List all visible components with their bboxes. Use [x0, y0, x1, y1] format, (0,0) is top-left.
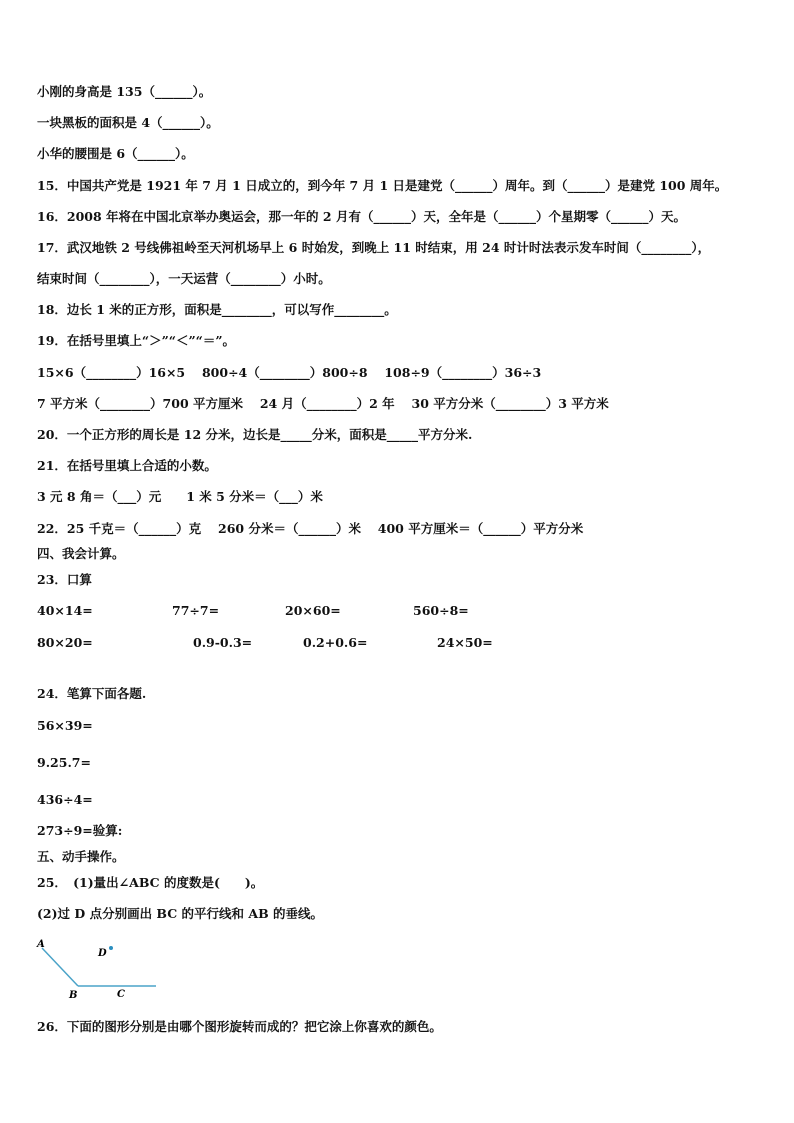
oral-item: 560÷8=: [413, 603, 469, 618]
oral-item: 20×60=: [285, 603, 341, 618]
question-19-row1: 15×6（________）16×5 800÷4（________）800÷8 108÷9（________）36÷3: [37, 365, 542, 380]
calc-item: 436÷4=: [37, 792, 93, 807]
question-15: 15．中国共产党是 1921 年 7 月 1 日成立的，到今年 7 月 1 日是建党（______）周年。到（______）是建党 100 周年。: [37, 178, 728, 193]
oral-item: 0.9-0.3=: [193, 635, 253, 650]
label-c: C: [117, 989, 125, 1000]
calc-item: 56×39=: [37, 718, 93, 733]
q-blackboard-line: 一块黑板的面积是 4（______）。: [37, 115, 219, 130]
oral-item: 77÷7=: [172, 603, 220, 618]
label-a: A: [37, 939, 45, 950]
q-height-line: 小刚的身高是 135（______）。: [37, 84, 212, 99]
question-25-part2: (2)过 D 点分别画出 BC 的平行线和 AB 的垂线。: [37, 906, 323, 921]
question-22: 22．25 千克＝（______）克 260 分米＝（______）米 400 平方厘米＝（______）平方分米: [37, 521, 584, 536]
question-18: 18．边长 1 米的正方形，面积是________，可以写作________。: [37, 302, 397, 317]
section-5-heading: 五、动手操作。: [37, 849, 125, 864]
calc-item: 273÷9=验算:: [37, 823, 123, 838]
oral-item: 40×14=: [37, 603, 93, 618]
q-waist-line: 小华的腰围是 6（______）。: [37, 146, 194, 161]
calc-item: 9.25.7=: [37, 755, 91, 770]
point-d: [109, 946, 113, 950]
question-17: 17．武汉地铁 2 号线佛祖岭至天河机场早上 6 时始发，到晚上 11 时结束，用 24 时计时法表示发车时间（________），: [37, 240, 711, 255]
question-26: 26．下面的图形分别是由哪个图形旋转而成的？把它涂上你喜欢的颜色。: [37, 1019, 442, 1034]
label-d: D: [98, 948, 107, 959]
question-19-row2: 7 平方米（________）700 平方厘米 24 月（________）2 年 30 平方分米（________）3 平方米: [37, 396, 609, 411]
question-17-cont: 结束时间（________），一天运营（________）小时。: [37, 271, 331, 286]
question-19: 19．在括号里填上“＞”“＜”“＝”。: [37, 333, 236, 348]
oral-item: 0.2+0.6=: [303, 635, 368, 650]
section-4-heading: 四、我会计算。: [37, 546, 125, 561]
segment-ab: [42, 948, 78, 986]
label-b: B: [69, 990, 78, 1001]
oral-item: 80×20=: [37, 635, 93, 650]
question-24: 24．笔算下面各题.: [37, 686, 147, 701]
question-16: 16．2008 年将在中国北京举办奥运会，那一年的 2 月有（______）天，全年是（______）个星期零（______）天。: [37, 209, 686, 224]
oral-item: 24×50=: [437, 635, 493, 650]
question-21: 21．在括号里填上合适的小数。: [37, 458, 217, 473]
question-20: 20．一个正方形的周长是 12 分米，边长是_____分米，面积是_____平方分米.: [37, 427, 473, 442]
question-23: 23．口算: [37, 572, 92, 587]
angle-figure: [34, 936, 164, 1006]
question-21-row: 3 元 8 角＝（___）元 1 米 5 分米＝（___）米: [37, 489, 323, 504]
question-25: 25． (1)量出∠ABC 的度数是( )。: [37, 875, 264, 890]
